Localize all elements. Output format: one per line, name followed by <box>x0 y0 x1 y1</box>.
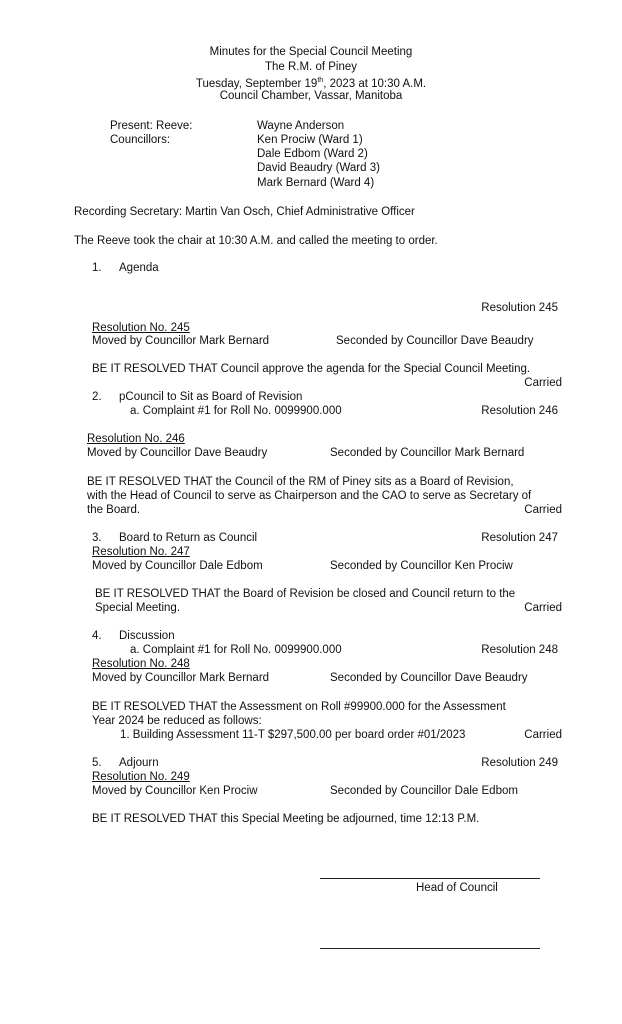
resolution-text: BE IT RESOLVED THAT Council approve the agenda for the Special Council Meeting. <box>92 363 531 375</box>
resolution-number: Resolution No. 245 <box>92 322 190 334</box>
resolution-text: BE IT RESOLVED THAT the Assessment on Roll #99900.000 for the Assessment <box>92 701 506 713</box>
seconded-by: Seconded by Councillor Ken Prociw <box>330 560 513 572</box>
resolution-text: Year 2024 be reduced as follows: <box>92 715 262 727</box>
resolution-tag: Resolution 249 <box>481 757 558 769</box>
present-label: Present: Reeve: <box>110 120 193 132</box>
header-location: Council Chamber, Vassar, Manitoba <box>219 90 403 102</box>
moved-by: Moved by Councillor Dale Edbom <box>92 560 263 572</box>
item-title: Adjourn <box>119 757 159 769</box>
carried-status: Carried <box>524 504 562 516</box>
seconded-by: Seconded by Councillor Dave Beaudry <box>330 672 528 684</box>
item-title: Discussion <box>119 630 175 642</box>
moved-by: Moved by Councillor Mark Bernard <box>92 672 270 684</box>
header-date: Tuesday, September 19th, 2023 at 10:30 A.M. <box>195 77 427 90</box>
carried-status: Carried <box>524 377 562 389</box>
item-title: Board to Return as Council <box>119 532 258 544</box>
item-number: 1. <box>92 262 102 274</box>
resolution-list-item: 1. Building Assessment 11-T $297,500.00 per board order #01/2023 <box>120 729 466 741</box>
item-subpoint: a. Complaint #1 for Roll No. 0099900.000 <box>130 405 342 417</box>
resolution-tag: Resolution 245 <box>481 302 558 314</box>
carried-status: Carried <box>524 729 562 741</box>
moved-by: Moved by Councillor Mark Bernard <box>92 335 270 347</box>
councillors-label: Councillors: <box>110 134 171 146</box>
item-title: pCouncil to Sit as Board of Revision <box>119 391 303 403</box>
opening-statement: The Reeve took the chair at 10:30 A.M. and called the meeting to order. <box>74 235 438 247</box>
resolution-text: with the Head of Council to serve as Chairperson and the CAO to serve as Secretary of <box>87 490 532 502</box>
resolution-text: BE IT RESOLVED THAT the Board of Revision be closed and Council return to the <box>95 588 516 600</box>
resolution-number: Resolution No. 248 <box>92 658 190 670</box>
seconded-by: Seconded by Councillor Mark Bernard <box>330 447 525 459</box>
resolution-text: BE IT RESOLVED THAT this Special Meeting be adjourned, time 12:13 P.M. <box>92 813 480 825</box>
attendee-name: Wayne Anderson <box>257 120 345 132</box>
carried-status: Carried <box>524 602 562 614</box>
resolution-number: Resolution No. 246 <box>87 433 185 445</box>
resolution-tag: Resolution 246 <box>481 405 558 417</box>
resolution-number: Resolution No. 247 <box>92 546 190 558</box>
seconded-by: Seconded by Councillor Dale Edbom <box>330 785 518 797</box>
attendee-name: Ken Prociw (Ward 1) <box>257 134 363 146</box>
moved-by: Moved by Councillor Dave Beaudry <box>87 447 268 459</box>
attendee-name: David Beaudry (Ward 3) <box>257 162 380 174</box>
resolution-number: Resolution No. 249 <box>92 771 190 783</box>
item-title: Agenda <box>119 262 159 274</box>
resolution-text: Special Meeting. <box>95 602 181 614</box>
header-municipality: The R.M. of Piney <box>264 61 358 73</box>
item-number: 4. <box>92 630 102 642</box>
signature-line <box>320 878 540 879</box>
item-number: 3. <box>92 532 102 544</box>
item-number: 5. <box>92 757 102 769</box>
attendee-name: Mark Bernard (Ward 4) <box>257 177 375 189</box>
resolution-tag: Resolution 248 <box>481 644 558 656</box>
item-subpoint: a. Complaint #1 for Roll No. 0099900.000 <box>130 644 342 656</box>
header-title: Minutes for the Special Council Meeting <box>209 46 413 58</box>
attendee-name: Dale Edbom (Ward 2) <box>257 148 368 160</box>
seconded-by: Seconded by Councillor Dave Beaudry <box>336 335 534 347</box>
item-number: 2. <box>92 391 102 403</box>
recording-secretary: Recording Secretary: Martin Van Osch, Chief Administrative Officer <box>74 206 415 218</box>
resolution-text: BE IT RESOLVED THAT the Council of the RM of Piney sits as a Board of Revision, <box>87 476 514 488</box>
signature-line <box>320 948 540 949</box>
moved-by: Moved by Councillor Ken Prociw <box>92 785 258 797</box>
resolution-text: the Board. <box>87 504 141 516</box>
signature-label: Head of Council <box>416 882 498 894</box>
resolution-tag: Resolution 247 <box>481 532 558 544</box>
